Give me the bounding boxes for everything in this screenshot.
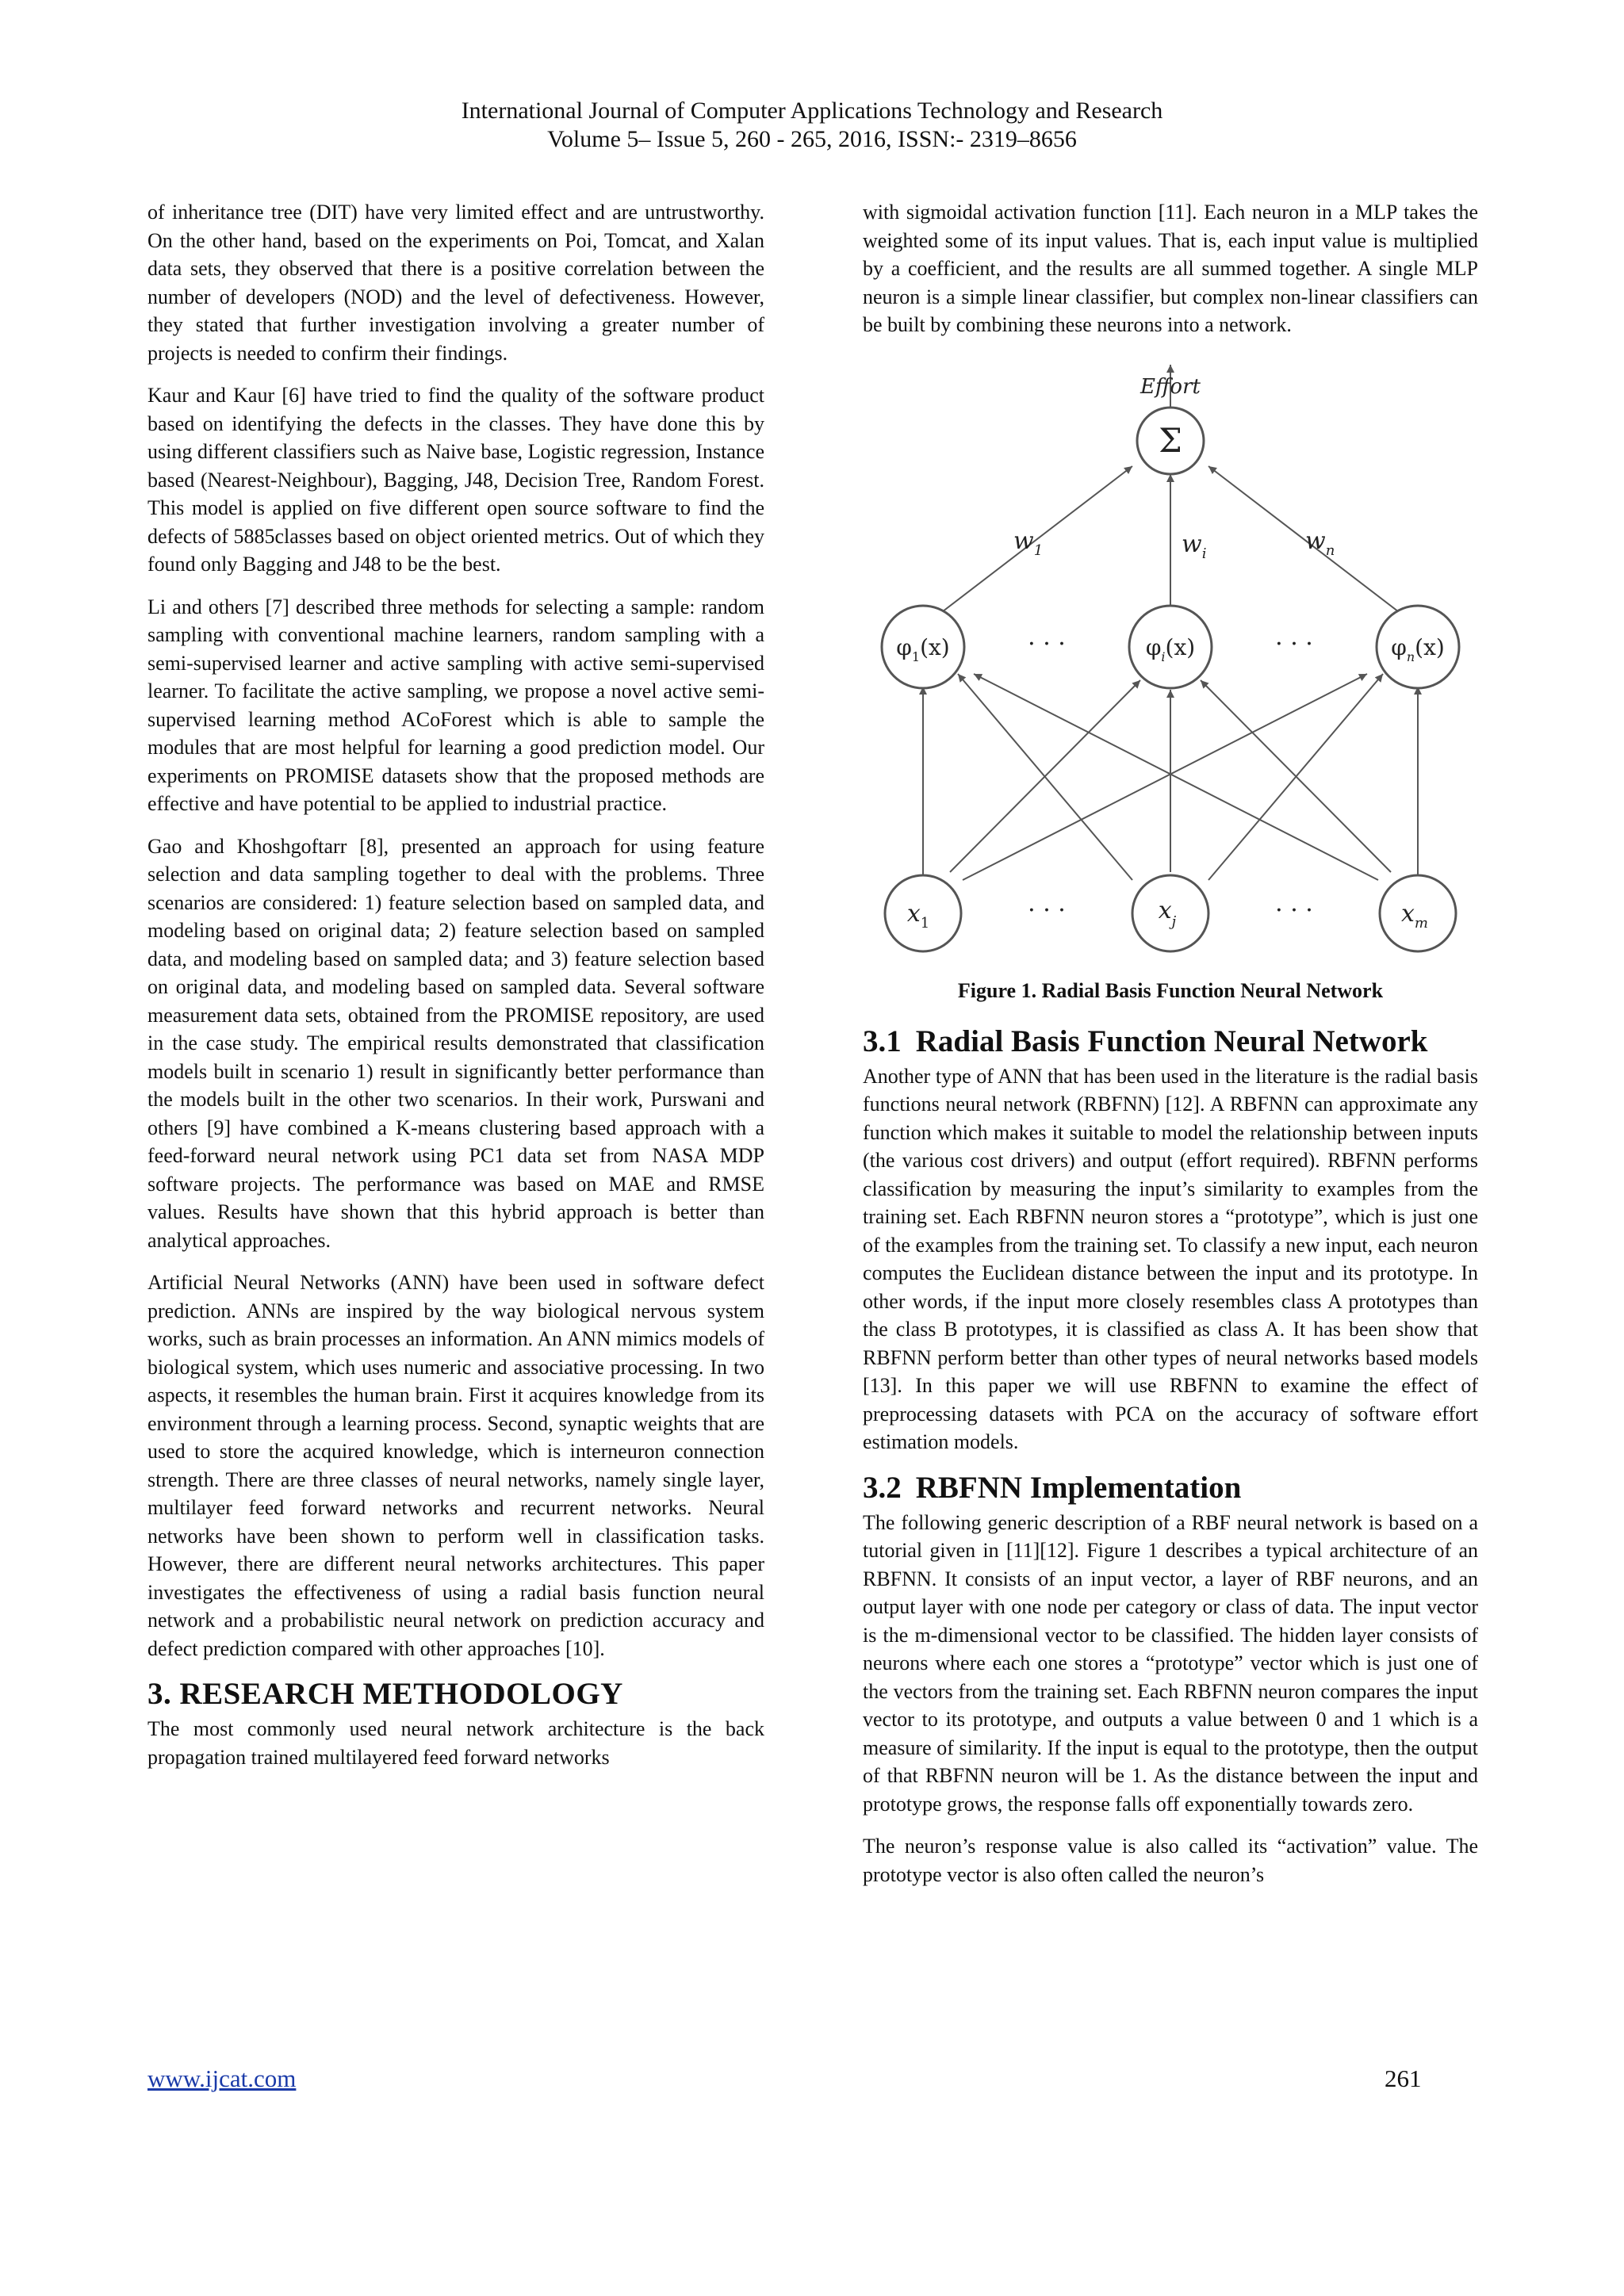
right-paragraph-4: The neuron’s response value is also called its “activation” value. The prototype vector is also often called the neuron’s bbox=[863, 1835, 1478, 1886]
hidden-label-n: $\varphi_n(x)$ bbox=[1391, 633, 1445, 664]
left-paragraph-6: The most commonly used neural network architecture is the back propagation trained multilayered feed forward networks bbox=[147, 1717, 764, 1769]
hidden-label-i: $\varphi_i(x)$ bbox=[1145, 633, 1196, 664]
left-paragraph-2: Kaur and Kaur [6] have tried to find the quality of the software product based on identifying the defects in the classes. They have done this by using different classifiers such as Naive base, Logistic regression, Instance based (Nearest-Neighbour), Bagging, J48, Decision Tree, Random Forest. This model is applied on five different open source software to find the defects of 5885classes based on object oriented metrics. Out of which they found only Bagging and J48 to be the best. bbox=[147, 384, 764, 576]
section-3-2-title: RBFNN Implementation bbox=[915, 1470, 1242, 1505]
sum-symbol: Σ bbox=[1159, 420, 1182, 460]
input-label-1: $x_1$ bbox=[906, 899, 930, 932]
right-column bbox=[863, 198, 1478, 1888]
output-label: Effort bbox=[1140, 374, 1201, 399]
figure-rbfnn-diagram bbox=[863, 354, 1478, 1151]
edge-phi1-sum bbox=[936, 466, 1132, 617]
left-paragraph-1: of inheritance tree (DIT) have very limited effect and are untrustworthy. On the other hand, based on the experiments on Poi, Tomcat, and Xalan data sets, they observed that there is a positive correlation between the number of developers (NOD) and the level of defectiveness. However, they stated that further investigation involving a greater number of projects is needed to confirm their findings. bbox=[147, 201, 764, 365]
journal-title: International Journal of Computer Applications Technology and Research bbox=[461, 98, 1163, 124]
input-dots-right: · · · bbox=[1275, 896, 1313, 924]
right-paragraph-1: with sigmoidal activation function [11]. Each neuron in a MLP takes the weighted some of its input values. That is, each input value is multiplied by a coefficient, and the results are all summed together. A single MLP neuron is a simple linear classifier, but complex non-linear classifiers can be built by combining these neurons into a network. bbox=[863, 201, 1478, 336]
figure-caption: Figure 1. Radial Basis Function Neural Network bbox=[957, 978, 1384, 1002]
left-paragraph-3: Li and others [7] described three methods for selecting a sample: random sampling with conventional machine learners, random sampling with a semi-supervised learner and active sampling with active semi-supervised learner. To facilitate the active sampling, we propose a novel active semi-supervised learning method ACoForest which is able to sample the modules that are most helpful for learning a good prediction model. Our experiments on PROMISE datasets show that the proposed methods are effective and have potential to be applied to industrial practice. bbox=[147, 595, 764, 815]
edge-xj-phi1 bbox=[958, 674, 1132, 880]
left-column bbox=[147, 198, 764, 1771]
edge-xm-phi1 bbox=[974, 674, 1378, 880]
weight-label-i: $w_i$ bbox=[1182, 530, 1207, 562]
input-label-j: $x_j$ bbox=[1158, 896, 1177, 930]
journal-volume: Volume 5– Issue 5, 260 - 265, 2016, ISSN:- 2319–8656 bbox=[547, 126, 1077, 152]
weight-label-1: $w_1$ bbox=[1013, 526, 1044, 559]
input-label-m: $x_m$ bbox=[1401, 899, 1428, 932]
hidden-dots-right: · · · bbox=[1275, 629, 1313, 658]
journal-header bbox=[0, 97, 1624, 154]
section-3-heading: 3. RESEARCH METHODOLOGY bbox=[147, 1677, 623, 1711]
edge-xm-phii bbox=[1201, 680, 1391, 872]
section-3-2-heading bbox=[863, 1471, 1478, 1506]
input-node-1 bbox=[885, 875, 961, 951]
right-paragraph-2: Another type of ANN that has been used in the literature is the radial basis functions neural network (RBFNN) [12]. A RBFNN can approximate any function which makes it suitable to model the relationship between inputs (the various cost drivers) and output (effort required). RBFNN performs classification by measuring the input’s similarity to examples from the training set. Each RBFNN neuron stores a “prototype”, which is just one of the examples from the training set. To classify a new input, each neuron computes the Euclidean distance between the input and its prototype. In other words, if the input more closely resembles class A prototypes than the class B prototypes, it is classified as class A. It has been show that RBFNN perform better than other types of neural networks based models [13]. In this paper we will use RBFNN to examine the effect of preprocessing datasets with PCA on the accuracy of software effort estimation models. bbox=[863, 1064, 1478, 1453]
rbfnn-diagram-svg bbox=[863, 354, 1478, 956]
section-3-1-number: 3.1 bbox=[863, 1024, 902, 1058]
section-3-1-title: Radial Basis Function Neural Network bbox=[915, 1024, 1428, 1058]
left-paragraph-5: Artificial Neural Networks (ANN) have been used in software defect prediction. ANNs are inspired by the way biological nervous system works, such as brain processes an information. An ANN mimics models of biological system, which uses numeric and associative processing. In two aspects, it resembles the human brain. First it acquires knowledge from its environment through a learning process. Second, synaptic weights that are used to store the acquired knowledge, which is interneuron connection strength. There are three classes of neural networks, namely single layer, multilayer feed forward networks and recurrent networks. Neural networks have been shown to perform well in classification tasks. However, there are different neural networks architectures. This paper investigates the effectiveness of using a radial basis function neural network and a probabilistic neural network on prediction accuracy and defect prediction compared with other approaches [10]. bbox=[147, 1271, 764, 1660]
section-3-2-number: 3.2 bbox=[863, 1470, 902, 1505]
edge-x1-phin bbox=[963, 674, 1367, 880]
left-paragraph-4: Gao and Khoshgoftarr [8], presented an approach for using feature selection and data sampling together to deal with the problems. Three scenarios are considered: 1) feature selection based on sampled data, and modeling based on original data; 2) feature selection based on sampled data, and modeling based on sampled data; and 3) feature selection based on original data, and modeling based on sampled data. Several software measurement data sets, obtained from the PROMISE repository, are used in the case study. The empirical results demonstrated that classification models built in scenario 1) result in significantly better performance than the models built in the other two scenarios. In their work, Purswani and others [9] have combined a K-means clustering based approach with a feed-forward neural network using PC1 data set from NASA MDP software projects. The performance was based on MAE and RMSE values. Results have shown that this hybrid approach is better than analytical approaches. bbox=[147, 834, 764, 1252]
footer-website-link[interactable]: www.ijcat.com bbox=[147, 2064, 297, 2092]
input-dots-left: · · · bbox=[1028, 896, 1066, 924]
weight-label-n: $w_n$ bbox=[1305, 526, 1335, 559]
page-number: 261 bbox=[1385, 2064, 1422, 2092]
hidden-label-1: $\varphi_1(x)$ bbox=[896, 633, 950, 664]
right-paragraph-3: The following generic description of a RBF neural network is based on a tutorial given in [11][12]. Figure 1 describes a typical architecture of an RBFNN. It consists of an input vector, a layer of RBF neurons, and an output layer with one node per category or class of data. The input vector is the m-dimensional vector to be classified. The hidden layer consists of neurons where each one stores a “prototype” vector which is just one of the vectors from the training set. Each RBFNN neuron compares the input vector to its prototype, and outputs a value between 0 and 1 which is a measure of similarity. If the input is equal to the prototype, then the output of that RBFNN neuron will be 1. As the distance between the input and prototype grows, the response falls off exponentially towards zero. bbox=[863, 1510, 1478, 1816]
hidden-dots-left: · · · bbox=[1028, 629, 1066, 658]
input-node-m bbox=[1380, 875, 1456, 951]
